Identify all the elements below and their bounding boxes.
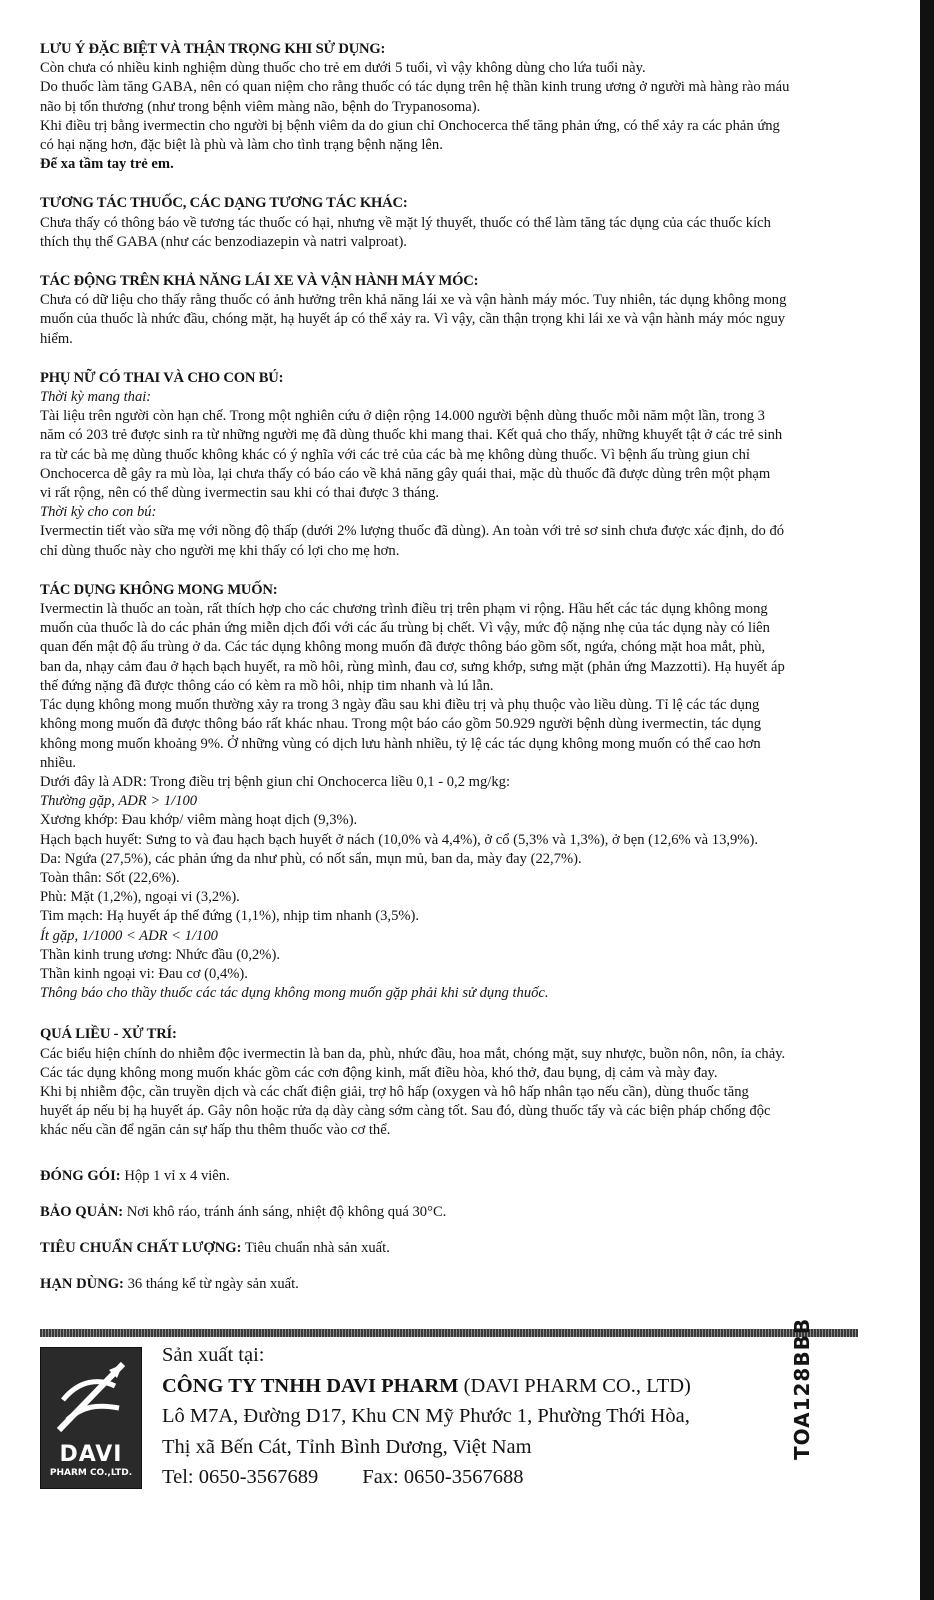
text-line: Do thuốc làm tăng GABA, nên có quan niệm cho rằng thuốc có tác dụng trên hệ thần kinh trung ương ở người mà hàng rào máu bbox=[40, 79, 790, 96]
davi-pharm-logo bbox=[40, 1347, 142, 1489]
manufacturer-info bbox=[162, 1340, 782, 1493]
phone-number: Tel: 0650-3567689 bbox=[162, 1466, 319, 1488]
text-line: Chưa có dữ liệu cho thấy rằng thuốc có ảnh hưởng trên khả năng lái xe và vận hành máy móc. Tuy nhiên, tác dụng không mong bbox=[40, 292, 787, 309]
storage-value: Nơi khô ráo, tránh ánh sáng, nhiệt độ không quá 30°C. bbox=[123, 1203, 447, 1220]
text-line: thích thụ thể GABA (như các benzodiazepin và natri valproat). bbox=[40, 233, 407, 250]
text-line: muốn của thuốc là nhức đầu, chóng mặt, hạ huyết áp có thể xảy ra. Vì vậy, cần thận trọng khi lái xe và vận hành máy móc nguy bbox=[40, 311, 786, 328]
heading-pregnancy: PHỤ NỮ CÓ THAI VÀ CHO CON BÚ: bbox=[40, 369, 284, 386]
section-interactions bbox=[40, 194, 870, 252]
document-code: TOA128BBB bbox=[790, 1317, 814, 1460]
manufacturer-intro: Sản xuất tại: bbox=[162, 1344, 265, 1366]
text-line: khác nếu cần để ngăn cản sự hấp thu thêm thuốc vào cơ thể. bbox=[40, 1122, 391, 1139]
text-line: thế đứng nặng đã được thông cáo có kèm ra mồ hôi, nhịp tim nhanh và lú lẫn. bbox=[40, 677, 494, 694]
text-line: muốn của thuốc là do các phản ứng miễn dịch đối với các ấu trùng bị chết. Vì vậy, mức độ nặng nhẹ của tác dụng này có liên bbox=[40, 620, 770, 637]
section-overdose bbox=[40, 1025, 870, 1140]
contact-line bbox=[162, 1462, 782, 1493]
logo-subtitle: PHARM CO.,LTD. bbox=[49, 1468, 133, 1478]
text-line: năm có 203 trẻ được sinh ra từ những người mẹ đã dùng thuốc khi mang thai. Kết quả cho thấy, những khuyết tật ở các trẻ sinh bbox=[40, 427, 783, 444]
subheading-breastfeeding: Thời kỳ cho con bú: bbox=[40, 504, 157, 521]
expiry-value: 36 tháng kể từ ngày sản xuất. bbox=[123, 1276, 299, 1293]
text-line: ra từ các bà mẹ dùng thuốc không khác có ý nghĩa với các trẻ của các bà mẹ không dùng thuốc. Vì bệnh ấu trùng giun chỉ bbox=[40, 446, 750, 463]
text-line: Còn chưa có nhiều kinh nghiệm dùng thuốc cho trẻ em dưới 5 tuổi, vì vậy không dùng cho lứa tuổi này. bbox=[40, 60, 646, 77]
adr-line: Da: Ngứa (27,5%), các phản ứng da như phù, có nốt sẩn, mụn mủ, ban da, mày đay (22,7%). bbox=[40, 850, 582, 867]
package-insert bbox=[40, 40, 870, 1314]
text-line: Chưa thấy có thông báo về tương tác thuốc có hại, nhưng về mặt lý thuyết, thuốc có thể làm tăng tác dụng của các thuốc kích bbox=[40, 214, 771, 231]
packaging-value: Hộp 1 vỉ x 4 viên. bbox=[120, 1167, 230, 1184]
text-line: Onchocerca dễ gây ra mù lòa, lại chưa thấy có báo cáo về khả năng gây quái thai, mặc dù thuốc đã được dùng trên một phạm bbox=[40, 465, 771, 482]
company-name: CÔNG TY TNHH DAVI PHARM bbox=[162, 1374, 459, 1397]
text-line: hiểm. bbox=[40, 330, 73, 347]
storage-label: BẢO QUẢN: bbox=[40, 1203, 124, 1220]
text-line: Khi bị nhiễm độc, cần truyền dịch và các chất điện giải, trợ hô hấp (oxygen và hô hấp nhân tạo nếu cần), dùng thuốc tăng bbox=[40, 1083, 749, 1100]
company-line bbox=[162, 1371, 782, 1402]
section-driving bbox=[40, 272, 870, 349]
section-warnings bbox=[40, 40, 870, 174]
expiry-line bbox=[40, 1275, 870, 1294]
fax-number: Fax: 0650-3567688 bbox=[362, 1466, 524, 1488]
address-line-2: Thị xã Bến Cát, Tỉnh Bình Dương, Việt Nam bbox=[162, 1435, 532, 1458]
heading-driving: TÁC ĐỘNG TRÊN KHẢ NĂNG LÁI XE VÀ VẬN HÀNH MÁY MÓC: bbox=[40, 273, 479, 290]
heading-warnings: LƯU Ý ĐẶC BIỆT VÀ THẬN TRỌNG KHI SỬ DỤNG: bbox=[40, 41, 386, 57]
text-line: Ivermectin tiết vào sữa mẹ với nồng độ thấp (dưới 2% lượng thuốc đã dùng). An toàn với trẻ sơ sinh chưa được xác định, do đó bbox=[40, 523, 785, 540]
text-line: vi rất rộng, nên có thể dùng ivermectin sau khi có thai được 3 tháng. bbox=[40, 485, 440, 502]
adr-rare-label: Ít gặp, 1/1000 < ADR < 1/100 bbox=[40, 927, 218, 944]
section-pregnancy bbox=[40, 369, 870, 561]
adr-line: Thần kinh ngoại vi: Đau cơ (0,4%). bbox=[40, 965, 248, 982]
storage-line bbox=[40, 1203, 870, 1222]
divider-bar bbox=[40, 1329, 858, 1337]
manufacturer-footer bbox=[40, 1340, 858, 1500]
adr-line: Toàn thân: Sốt (22,6%). bbox=[40, 869, 180, 886]
adr-common-label: Thường gặp, ADR > 1/100 bbox=[40, 793, 198, 810]
text-line: Khi điều trị bằng ivermectin cho người bị bệnh viêm da do giun chỉ Onchocerca thể tăng phản ứng, có thể xảy ra các phản ứng bbox=[40, 117, 780, 134]
text-line: Dưới đây là ADR: Trong điều trị bệnh giun chỉ Onchocerca liều 0,1 - 0,2 mg/kg: bbox=[40, 773, 510, 790]
logo-mark-icon bbox=[49, 1356, 133, 1438]
packaging-label: ĐÓNG GÓI: bbox=[40, 1167, 121, 1184]
logo-name: DAVI bbox=[59, 1442, 123, 1467]
expiry-label: HẠN DÙNG: bbox=[40, 1276, 124, 1293]
text-line: Tác dụng không mong muốn thường xảy ra trong 3 ngày đầu sau khi điều trị và phụ thuộc vào liều dùng. Tỉ lệ các tác dụng bbox=[40, 697, 760, 714]
quality-value: Tiêu chuẩn nhà sản xuất. bbox=[241, 1239, 390, 1256]
adr-line: Xương khớp: Đau khớp/ viêm màng hoạt dịch (9,3%). bbox=[40, 812, 358, 829]
text-line: Ivermectin là thuốc an toàn, rất thích hợp cho các chương trình điều trị trên phạm vi rộng. Hầu hết các tác dụng không mong bbox=[40, 601, 768, 618]
text-line: Các tác dụng không mong muốn khác gồm các cơn động kinh, mất điều hòa, khó thở, đau bụng, dị cảm và mày đay. bbox=[40, 1064, 718, 1081]
scan-edge bbox=[920, 0, 934, 1600]
text-line: có hại nặng hơn, đặc biệt là phù và làm cho tình trạng bệnh nặng lên. bbox=[40, 137, 443, 154]
text-line: chỉ dùng thuốc này cho người mẹ khi thấy có lợi cho mẹ hơn. bbox=[40, 542, 400, 559]
company-name-en: (DAVI PHARM CO., LTD) bbox=[458, 1374, 691, 1397]
heading-interactions: TƯƠNG TÁC THUỐC, CÁC DẠNG TƯƠNG TÁC KHÁC: bbox=[40, 195, 408, 212]
packaging-line bbox=[40, 1167, 870, 1186]
quality-line bbox=[40, 1239, 870, 1258]
text-line: Tài liệu trên người còn hạn chế. Trong một nghiên cứu ở diện rộng 14.000 người bệnh dùng thuốc mỗi năm một lần, trong 3 bbox=[40, 408, 765, 425]
text-line: não bị tổn thương (như trong bệnh viêm màng não, bệnh do Trypanosoma). bbox=[40, 98, 481, 115]
text-line: không mong muốn khoảng 9%. Ở những vùng có dịch lưu hành nhiều, tỷ lệ các tác dụng không mong muốn có thể cao hơn bbox=[40, 735, 761, 752]
child-warning: Để xa tầm tay trẻ em. bbox=[40, 156, 174, 173]
adr-line: Thần kinh trung ương: Nhức đầu (0,2%). bbox=[40, 946, 280, 963]
subheading-pregnancy: Thời kỳ mang thai: bbox=[40, 389, 152, 406]
text-line: ban da, nhạy cảm đau ở hạch bạch huyết, ra mồ hôi, rùng mình, đau cơ, sưng khớp, sưng mặt (phản ứng Mazzotti). Hạ huyết áp bbox=[40, 658, 785, 675]
text-line: huyết áp nếu bị hạ huyết áp. Gây nôn hoặc rửa dạ dày càng sớm càng tốt. Sau đó, dùng thuốc tẩy và các biện pháp chống độc bbox=[40, 1103, 771, 1120]
heading-overdose: QUÁ LIỀU - XỬ TRÍ: bbox=[40, 1026, 177, 1043]
heading-side-effects: TÁC DỤNG KHÔNG MONG MUỐN: bbox=[40, 581, 278, 598]
address-line-1: Lô M7A, Đường D17, Khu CN Mỹ Phước 1, Phường Thới Hòa, bbox=[162, 1405, 690, 1427]
text-line: nhiều. bbox=[40, 754, 77, 771]
text-line: không mong muốn đã được thông báo rất khác nhau. Trong một báo cáo gồm 50.929 người bệnh dùng ivermectin, tác dụng bbox=[40, 716, 762, 733]
quality-label: TIÊU CHUẨN CHẤT LƯỢNG: bbox=[40, 1239, 242, 1256]
text-line: Các biểu hiện chính do nhiễm độc ivermectin là ban da, phù, nhức đầu, hoa mắt, chóng mặt, suy nhược, buồn nôn, nôn, ỉa chảy. bbox=[40, 1045, 786, 1062]
adr-line: Tim mạch: Hạ huyết áp thế đứng (1,1%), nhịp tim nhanh (3,5%). bbox=[40, 908, 420, 925]
adr-line: Hạch bạch huyết: Sưng to và đau hạch bạch huyết ở nách (10,0% và 4,4%), ở cổ (5,3% và 1,3%), ở bẹn (12,6% và 13,9%). bbox=[40, 831, 758, 848]
section-side-effects bbox=[40, 581, 870, 1003]
text-line: quan đến mật độ ấu trùng ở da. Các tác dụng không mong muốn đã được thông báo gồm sốt, ngứa, chóng mặt hoa mắt, phù, bbox=[40, 639, 766, 656]
adr-line: Phù: Mặt (1,2%), ngoại vi (3,2%). bbox=[40, 889, 240, 906]
adr-notice: Thông báo cho thầy thuốc các tác dụng không mong muốn gặp phải khi sử dụng thuốc. bbox=[40, 985, 549, 1002]
